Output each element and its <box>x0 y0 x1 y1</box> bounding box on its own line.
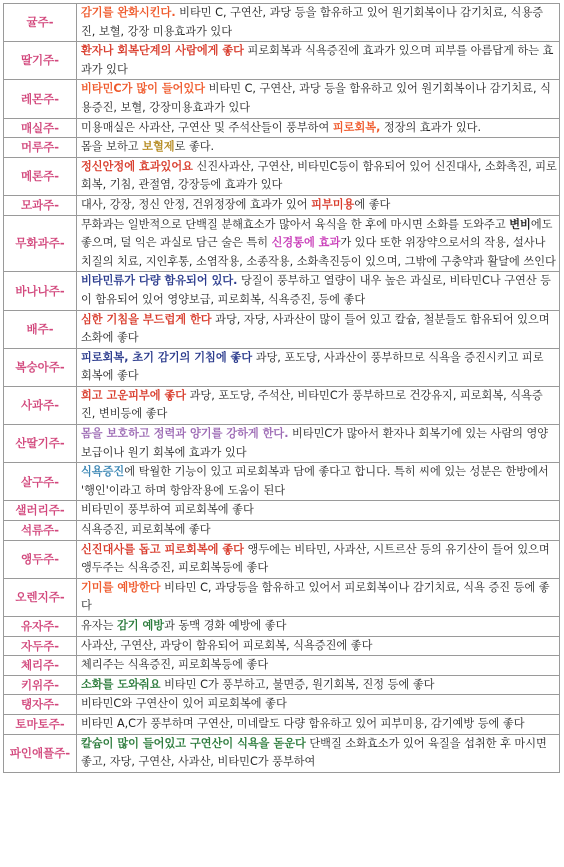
description-text: 사과산, 구연산, 과당이 함유되어 피로회복, 식욕증진에 좋다 <box>81 638 373 652</box>
liquor-name: 키위주- <box>4 675 77 695</box>
table-row <box>4 272 560 310</box>
table-row <box>4 195 560 215</box>
description-text: 식욕증진, 피로회복에 좋다 <box>81 523 211 537</box>
table-row <box>4 386 560 424</box>
description-text: 몸을 보하고 <box>81 140 143 154</box>
highlight-text: 소화를 도와줘요 <box>81 677 161 691</box>
table-row <box>4 42 560 80</box>
table-row <box>4 617 560 637</box>
liquor-name: 유자주- <box>4 617 77 637</box>
liquor-name: 산딸기주- <box>4 425 77 463</box>
liquor-name: 오렌지주- <box>4 578 77 616</box>
description-text: 정장의 효과가 있다. <box>380 120 482 134</box>
description-text: 비타민C가 많아서 환자나 회복기에 있는 사람의 영양 보급이나 원기 회복에 효과가 있다 <box>81 427 549 459</box>
highlight-text: 정신안정에 효과있어요 <box>81 159 193 173</box>
liquor-name: 샐러리주- <box>4 501 77 521</box>
description-text: 비타민 A,C가 풍부하며 구연산, 미네랄도 다량 함유하고 있어 피부미용, 감기예방 등에 좋다 <box>81 716 525 730</box>
description-text: 과당, 자당, 사과산이 많이 들어 있고 칼슘, 철분들도 함유되어 있으며 소화에 좋다 <box>81 312 550 345</box>
table-row <box>4 578 560 616</box>
liquor-name: 사과주- <box>4 386 77 424</box>
description-text: 에 탁월한 기능이 있고 피로회복과 담에 좋다고 합니다. 특히 씨에 있는 성분은 한방에서 '행인'이라고 하며 항암작용에 도움이 된다 <box>81 465 549 497</box>
description-text: 유자는 <box>81 619 117 632</box>
liquor-name: 앵두주- <box>4 540 77 578</box>
liquor-description <box>77 425 560 463</box>
table-row <box>4 157 560 195</box>
highlight-text: 감기를 완화시킨다. <box>81 6 176 19</box>
highlight-text: 몸을 보호하고 정력과 양기를 강하게 한다. <box>81 427 289 441</box>
table-row <box>4 215 560 272</box>
table-row <box>4 425 560 463</box>
liquor-description <box>77 675 560 695</box>
liquor-name: 배주- <box>4 310 77 348</box>
highlight-text: 기미를 예방한다 <box>81 580 161 594</box>
highlight-text: 비타민C가 많이 들어있다 <box>81 82 206 96</box>
liquor-description <box>77 636 560 656</box>
liquor-description <box>77 714 560 734</box>
table-row <box>4 714 560 734</box>
description-text: 에 좋다 <box>354 197 391 211</box>
table-row <box>4 540 560 578</box>
description-text: 비타민이 풍부하여 피로회복에 좋다 <box>81 503 254 517</box>
description-text: 무화과는 일반적으로 단백질 분해효소가 많아서 육식을 한 후에 마시면 소화를 도와주고 <box>81 217 510 231</box>
table-row <box>4 310 560 348</box>
table-row <box>4 463 560 501</box>
table-row <box>4 734 560 772</box>
table-row <box>4 675 560 695</box>
liquor-description <box>77 521 560 541</box>
liquor-name: 살구주- <box>4 463 77 501</box>
highlight-text: 변비 <box>509 217 531 231</box>
description-text: 과당, 포도당, 사과산이 풍부하므로 식욕을 증진시키고 피로 회복에 좋다 <box>81 350 544 383</box>
liquor-name: 토마토주- <box>4 714 77 734</box>
liquor-description <box>77 348 560 386</box>
description-text: 비타민 C, 구연산, 과당 등을 함유하고 있어 원기회복이나 감기치료, 식용증진, 보혈, 강장미용효과가 있다 <box>81 82 551 114</box>
description-text: 미용매실은 사과산, 구연산 및 주석산들이 풍부하여 <box>81 120 333 134</box>
liquor-name: 복숭아주- <box>4 348 77 386</box>
liquor-description <box>77 578 560 616</box>
liquor-name: 체리주- <box>4 656 77 676</box>
liquor-description <box>77 501 560 521</box>
highlight-text: 식욕증진 <box>81 465 125 479</box>
highlight-text: 희고 고운피부에 좋다 <box>81 388 187 402</box>
description-text: 단백질 소화효소가 있어 육질을 섭취한 후 마시면 좋고, 자당, 구연산, 사과산, 비타민C가 풍부하여 <box>81 736 547 769</box>
table-row <box>4 695 560 715</box>
highlight-text: 감기 예방 <box>116 619 165 632</box>
fruit-liquor-table <box>3 3 560 773</box>
description-text: 체리주는 식욕증진, 피로회복등에 좋다 <box>81 658 269 672</box>
liquor-name: 메론주- <box>4 157 77 195</box>
liquor-description <box>77 386 560 424</box>
description-text: 앵두에는 비타민, 사과산, 시트르산 등의 유기산이 들어 있으며 앵두주는 식욕증진, 피로회복등에 좋다 <box>81 542 550 575</box>
liquor-description <box>77 656 560 676</box>
description-text: 피로회복과 식욕증진에 효과가 있으며 피부를 아름답게 하는 효과가 있다 <box>81 44 554 76</box>
description-text: 대사, 강장, 정신 안정, 건위정장에 효과가 있어 <box>81 197 312 211</box>
description-text: 비타민 C, 과당등을 함유하고 있어서 피로회복이나 감기치료, 식욕 증진 등에 좋다 <box>81 580 550 613</box>
liquor-name: 무화과주- <box>4 215 77 272</box>
liquor-description <box>77 42 560 80</box>
liquor-description <box>77 695 560 715</box>
liquor-description <box>77 215 560 272</box>
table-row <box>4 80 560 118</box>
highlight-text: 피로회복, 초기 감기의 기침에 좋다 <box>81 350 253 364</box>
liquor-name: 파인애플주- <box>4 734 77 772</box>
description-text: 신진사과산, 구연산, 비타민C등이 함유되어 있어 신진대사, 소화촉진, 피로회복, 기침, 관절염, 강장등에 효과가 있다 <box>81 159 557 192</box>
liquor-description <box>77 4 560 42</box>
table-row <box>4 636 560 656</box>
highlight-text: 피부미용 <box>311 197 355 211</box>
description-text: 과당, 포도당, 주석산, 비타민C가 풍부하므로 건강유지, 피로회복, 식욕증진, 변비등에 좋다 <box>81 388 543 421</box>
liquor-name: 석류주- <box>4 521 77 541</box>
liquor-description <box>77 272 560 310</box>
highlight-text: 환자나 회복단계의 사람에게 좋다 <box>81 44 244 58</box>
description-text: 비타민 C, 구연산, 과당 등을 함유하고 있어 원기회복이나 감기치료, 식용증진, 보혈, 강장 미용효과가 있다 <box>81 6 544 38</box>
table-row <box>4 118 560 138</box>
liquor-description <box>77 157 560 195</box>
description-text: 과 동맥 경화 예방에 좋다 <box>164 619 287 632</box>
liquor-name: 탱자주- <box>4 695 77 715</box>
liquor-name: 모과주- <box>4 195 77 215</box>
table-row <box>4 348 560 386</box>
highlight-text: 심한 기침을 부드럽게 한다 <box>81 312 212 326</box>
description-text: 가 있다 또한 위장약으로서의 작용, 설사나 치질의 치료, 지인후통, 소염작용, 소종작용, 소화촉진등이 있으며, 그밖에 구충약과 활달에 쓰인다 <box>81 236 556 268</box>
liquor-description <box>77 734 560 772</box>
description-text: 비타민 C가 풍부하고, 불면증, 원기회복, 진정 등에 좋다 <box>160 677 435 691</box>
highlight-text: 신경통에 효과 <box>271 236 341 250</box>
liquor-description <box>77 118 560 138</box>
liquor-name: 레몬주- <box>4 80 77 118</box>
liquor-description <box>77 138 560 158</box>
liquor-description <box>77 540 560 578</box>
table-body <box>4 4 560 773</box>
liquor-description <box>77 463 560 501</box>
table-row <box>4 4 560 42</box>
liquor-name: 매실주- <box>4 118 77 138</box>
highlight-text: 비타민류가 다량 함유되어 있다. <box>81 274 238 288</box>
highlight-text: 신진대사를 돕고 피로회복에 좋다 <box>81 542 244 556</box>
liquor-name: 자두주- <box>4 636 77 656</box>
liquor-name: 귤주- <box>4 4 77 42</box>
liquor-name: 머루주- <box>4 138 77 158</box>
table-row <box>4 501 560 521</box>
description-text: 에도 좋으며, 덜 익은 과실로 담근 술은 특히 <box>81 217 553 250</box>
table-row <box>4 656 560 676</box>
table-row <box>4 521 560 541</box>
liquor-description <box>77 195 560 215</box>
highlight-text: 피로회복, <box>332 120 381 134</box>
liquor-name: 딸기주- <box>4 42 77 80</box>
liquor-description <box>77 617 560 637</box>
liquor-description <box>77 310 560 348</box>
highlight-text: 칼슘이 많이 들어있고 구연산이 식욕을 돋운다 <box>81 736 306 750</box>
description-text: 비타민C와 구연산이 있어 피로회복에 좋다 <box>81 697 287 711</box>
description-text: 로 좋다. <box>174 140 215 154</box>
liquor-name: 바나나주- <box>4 272 77 310</box>
highlight-text: 보혈제 <box>142 140 175 154</box>
table-row <box>4 138 560 158</box>
liquor-description <box>77 80 560 118</box>
description-text: 당질이 풍부하고 열량이 내우 높은 과실로, 비타민C나 구연산 등이 함유되어 있어 영양보급, 피로회복, 식욕증진, 등에 좋다 <box>81 274 551 306</box>
